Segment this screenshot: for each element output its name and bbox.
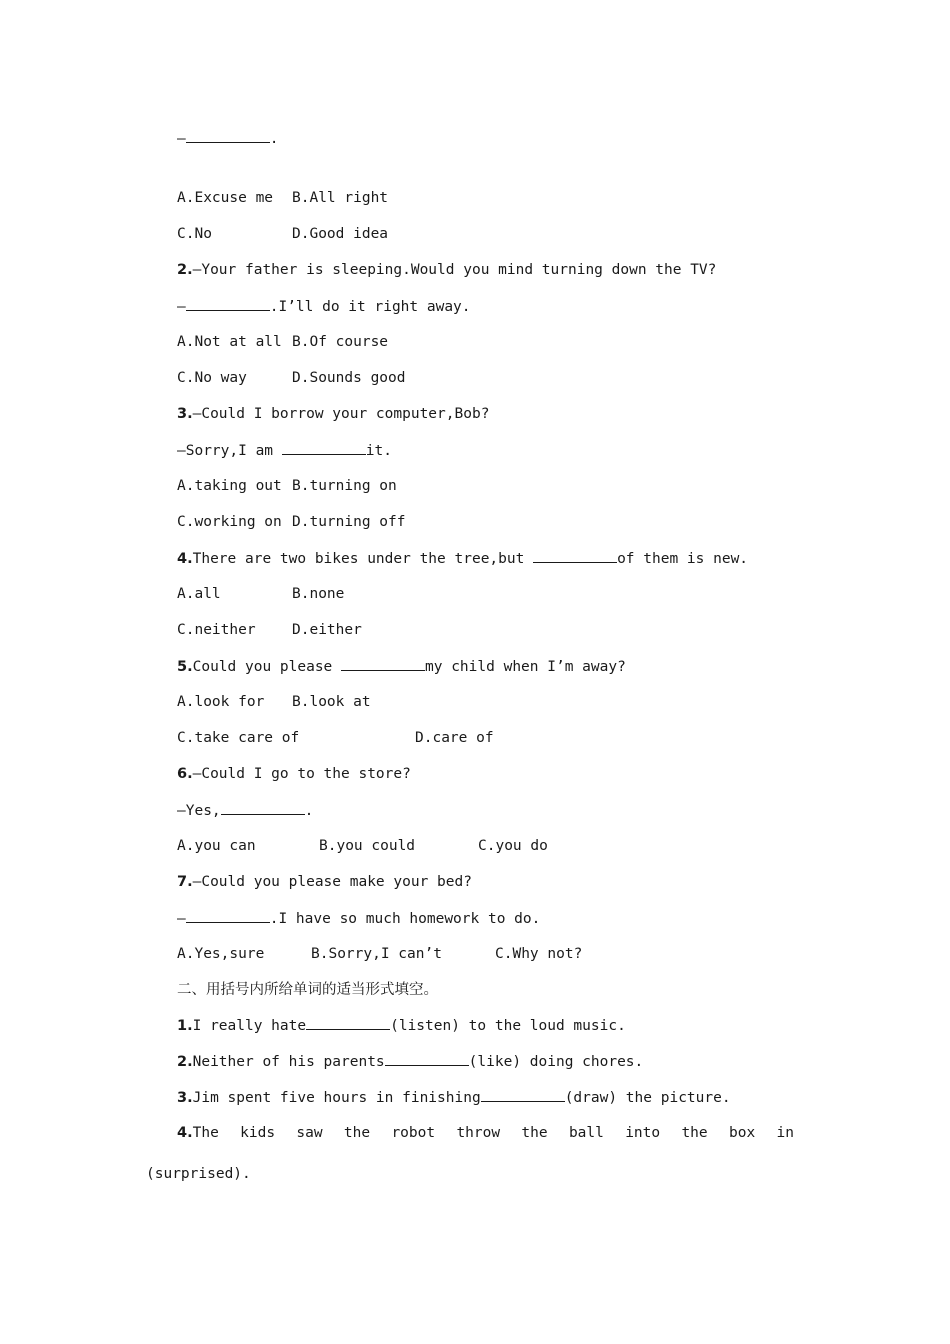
option-a[interactable]: A.taking out bbox=[177, 478, 282, 494]
word: the bbox=[343, 1125, 371, 1141]
option-a[interactable]: A.Excuse me bbox=[177, 190, 274, 206]
answer-blank[interactable] bbox=[341, 656, 425, 671]
question-text: There are two bikes under the tree,but bbox=[192, 551, 534, 567]
option-c[interactable]: C.neither bbox=[177, 622, 256, 638]
word: kids bbox=[240, 1125, 276, 1141]
item-number: 2. bbox=[177, 1054, 193, 1070]
dash: — bbox=[177, 131, 186, 147]
answer-blank[interactable] bbox=[306, 1015, 390, 1030]
question-number: 7. bbox=[177, 874, 193, 890]
fill-item-4-continuation: (surprised). bbox=[146, 1166, 251, 1182]
answer-blank[interactable] bbox=[221, 800, 305, 815]
option-b[interactable]: B.Sorry,I can’t bbox=[311, 946, 442, 962]
question-number: 5. bbox=[177, 659, 193, 675]
item-text: Jim spent five hours in finishing bbox=[192, 1090, 481, 1106]
word: the bbox=[521, 1125, 548, 1141]
question-text: —Could I go to the store? bbox=[192, 766, 411, 782]
option-c[interactable]: C.No way bbox=[177, 370, 247, 386]
option-b[interactable]: B.Of course bbox=[292, 334, 389, 350]
answer-blank[interactable] bbox=[186, 296, 270, 311]
item-number: 1. bbox=[177, 1018, 193, 1034]
reply-prefix: —Sorry,I am bbox=[177, 443, 282, 459]
option-a[interactable]: A.look for bbox=[177, 694, 265, 710]
option-a[interactable]: A.you can bbox=[177, 838, 256, 854]
reply-suffix: .I’ll do it right away. bbox=[269, 299, 471, 315]
option-c[interactable]: C.No bbox=[177, 226, 212, 242]
item-text: I really hate bbox=[192, 1018, 307, 1034]
answer-blank[interactable] bbox=[481, 1087, 565, 1102]
option-d[interactable]: D.turning off bbox=[292, 514, 406, 530]
question-5-stem bbox=[177, 656, 626, 677]
question-text: —Could I borrow your computer,Bob? bbox=[192, 406, 490, 422]
reply-suffix: . bbox=[304, 803, 314, 819]
option-b[interactable]: B.All right bbox=[292, 190, 389, 206]
period: . bbox=[269, 131, 279, 147]
item-first-word bbox=[177, 1123, 219, 1143]
question-number: 4. bbox=[177, 551, 193, 567]
item-text-end: (draw) the picture. bbox=[564, 1090, 731, 1106]
option-b[interactable]: B.none bbox=[292, 586, 345, 602]
answer-blank[interactable] bbox=[385, 1051, 469, 1066]
word: robot bbox=[391, 1125, 436, 1141]
answer-blank[interactable] bbox=[533, 548, 617, 563]
option-b[interactable]: B.you could bbox=[319, 838, 416, 854]
option-b[interactable]: B.look at bbox=[292, 694, 371, 710]
answer-blank[interactable] bbox=[186, 128, 270, 143]
option-d[interactable]: D.Sounds good bbox=[292, 370, 406, 386]
section-2-title: 二、用括号内所给单词的适当形式填空。 bbox=[177, 982, 438, 998]
option-a[interactable]: A.Not at all bbox=[177, 334, 282, 350]
option-c[interactable]: C.you do bbox=[478, 838, 548, 854]
word: in bbox=[776, 1125, 794, 1141]
reply-prefix: — bbox=[177, 911, 186, 927]
option-d[interactable]: D.Good idea bbox=[292, 226, 389, 242]
word: into bbox=[625, 1125, 661, 1141]
reply-suffix: .I have so much homework to do. bbox=[269, 911, 541, 927]
word: ball bbox=[568, 1125, 604, 1141]
question-text: —Could you please make your bed? bbox=[192, 874, 472, 890]
word: saw bbox=[296, 1125, 323, 1141]
reply-prefix: — bbox=[177, 299, 186, 315]
fill-item-2 bbox=[177, 1051, 643, 1072]
question-2-reply bbox=[177, 296, 471, 317]
item-text-end: (listen) to the loud music. bbox=[390, 1018, 626, 1034]
answer-blank[interactable] bbox=[282, 440, 366, 455]
question-7-reply bbox=[177, 908, 540, 929]
question-number: 2. bbox=[177, 262, 193, 278]
fill-item-3 bbox=[177, 1087, 731, 1108]
option-b[interactable]: B.turning on bbox=[292, 478, 397, 494]
question-text-end: my child when I’m away? bbox=[425, 659, 626, 675]
option-d[interactable]: D.either bbox=[292, 622, 362, 638]
question-number: 6. bbox=[177, 766, 193, 782]
word: the bbox=[681, 1125, 708, 1141]
question-3-reply bbox=[177, 440, 392, 461]
item-number: 4. bbox=[177, 1125, 193, 1141]
option-c[interactable]: C.take care of bbox=[177, 730, 300, 746]
item-text-end: (like) doing chores. bbox=[468, 1054, 644, 1070]
fill-item-1 bbox=[177, 1015, 626, 1036]
question-4-stem bbox=[177, 548, 748, 569]
word: The bbox=[192, 1125, 219, 1141]
question-7-stem bbox=[177, 872, 472, 892]
answer-line bbox=[177, 128, 278, 149]
question-text: Could you please bbox=[192, 659, 342, 675]
question-6-reply bbox=[177, 800, 313, 821]
fill-item-4 bbox=[177, 1123, 794, 1143]
word: throw bbox=[456, 1125, 501, 1141]
question-text: —Your father is sleeping.Would you mind turning down the TV? bbox=[192, 262, 717, 278]
reply-prefix: —Yes, bbox=[177, 803, 221, 819]
question-2-stem bbox=[177, 260, 716, 280]
option-a[interactable]: A.all bbox=[177, 586, 221, 602]
item-text: Neither of his parents bbox=[192, 1054, 385, 1070]
option-d[interactable]: D.care of bbox=[415, 730, 494, 746]
option-a[interactable]: A.Yes,sure bbox=[177, 946, 265, 962]
option-c[interactable]: C.Why not? bbox=[495, 946, 583, 962]
question-text-end: of them is new. bbox=[617, 551, 749, 567]
reply-suffix: it. bbox=[365, 443, 392, 459]
question-number: 3. bbox=[177, 406, 193, 422]
word: box bbox=[728, 1125, 756, 1141]
item-number: 3. bbox=[177, 1090, 193, 1106]
question-6-stem bbox=[177, 764, 411, 784]
option-c[interactable]: C.working on bbox=[177, 514, 282, 530]
question-3-stem bbox=[177, 404, 489, 424]
answer-blank[interactable] bbox=[186, 908, 270, 923]
